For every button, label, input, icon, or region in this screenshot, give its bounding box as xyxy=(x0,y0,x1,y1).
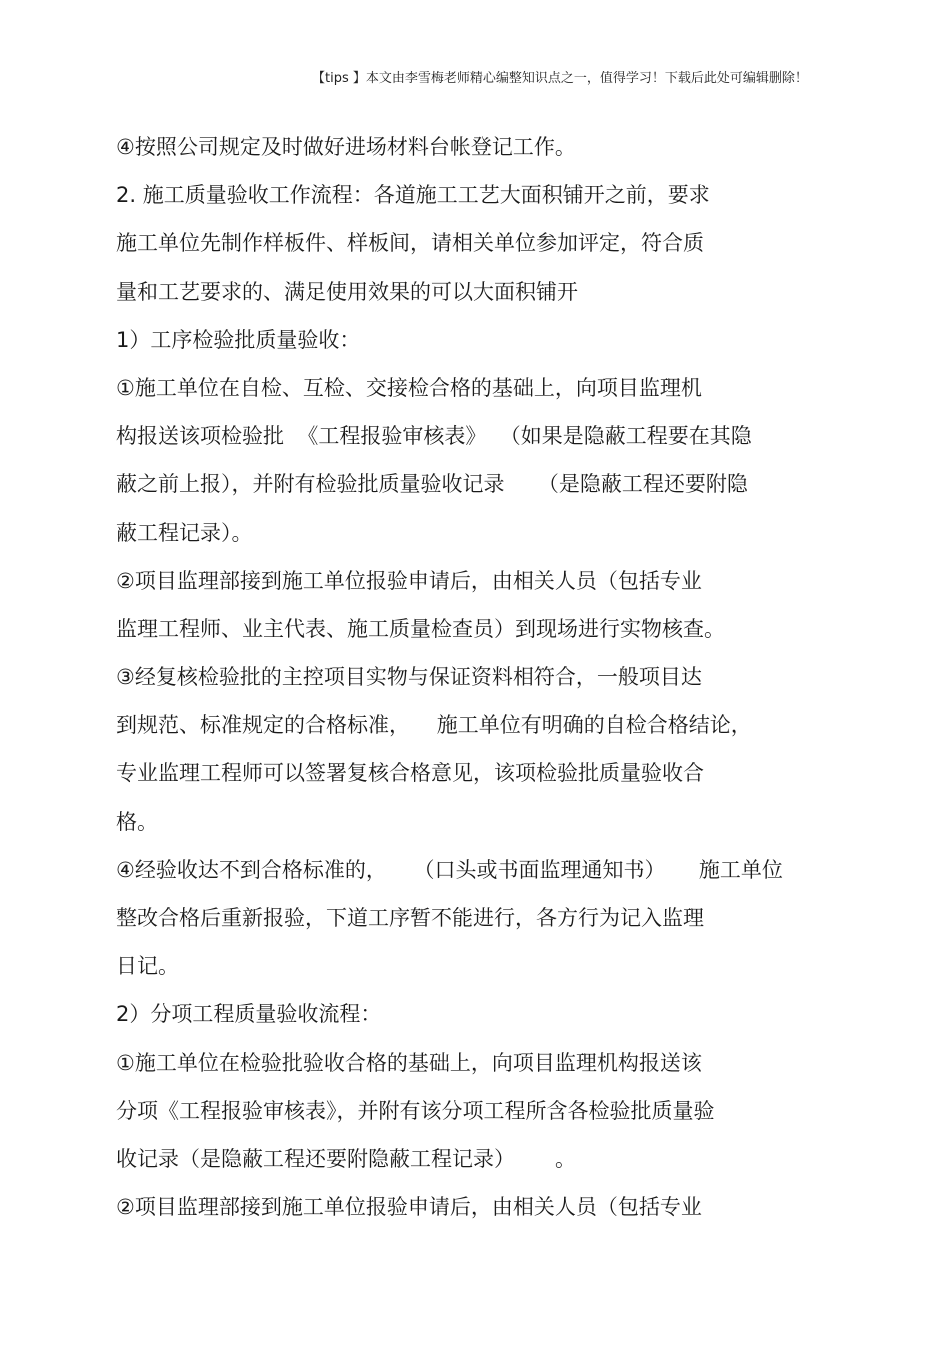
text-line: ①施工单位在自检、互检、交接检合格的基础上，向项目监理机 xyxy=(116,375,702,400)
text-line: 施工单位先制作样板件、样板间，请相关单位参加评定，符合质 xyxy=(116,231,704,256)
text-line: ④按照公司规定及时做好进场材料台帐登记工作。 xyxy=(116,135,576,159)
text-line: 分项《工程报验审核表》，并附有该分项工程所含各检验批质量验 xyxy=(116,1098,715,1123)
text-line: 2. 施工质量验收工作流程：各道施工工艺大面积铺开之前，要求 xyxy=(116,183,710,208)
text-line: 到规范、标准规定的合格标准， 施工单位有明确的自检合格结论， xyxy=(116,713,752,738)
text-line: 蔽工程记录）。 xyxy=(116,520,253,545)
text-line: 格。 xyxy=(116,809,158,834)
text-line: 1）工序检验批质量验收： xyxy=(116,327,361,352)
text-line: 日记。 xyxy=(116,954,179,979)
text-line: ④经验收达不到合格标准的， （口头或书面监理通知书） 施工单位 xyxy=(116,857,783,882)
text-line: ②项目监理部接到施工单位报验申请后，由相关人员（包括专业 xyxy=(116,568,702,593)
text-line: 量和工艺要求的、满足使用效果的可以大面积铺开 xyxy=(116,279,578,304)
text-line: ③经复核检验批的主控项目实物与保证资料相符合，一般项目达 xyxy=(116,665,702,690)
document-body xyxy=(116,128,896,1236)
text-line: ②项目监理部接到施工单位报验申请后，由相关人员（包括专业 xyxy=(116,1195,702,1220)
text-line: 监理工程师、业主代表、施工质量检查员）到现场进行实物核查。 xyxy=(116,616,725,641)
tips-header: 【tips 】本文由李雪梅老师精心编整知识点之一，值得学习！下载后此处可编辑删除！ xyxy=(312,71,808,86)
text-line: 2）分项工程质量验收流程： xyxy=(116,1002,382,1027)
text-line: ①施工单位在检验批验收合格的基础上，向项目监理机构报送该 xyxy=(116,1050,702,1075)
text-line: 专业监理工程师可以签署复核合格意见，该项检验批质量验收合 xyxy=(116,761,704,786)
text-line: 构报送该项检验批 《工程报验审核表》 （如果是隐蔽工程要在其隐 xyxy=(116,424,752,449)
text-line: 收记录（是隐蔽工程还要附隐蔽工程记录） 。 xyxy=(116,1146,577,1171)
text-line: 整改合格后重新报验，下道工序暂不能进行，各方行为记入监理 xyxy=(116,906,704,930)
text-line: 蔽之前上报），并附有检验批质量验收记录 （是隐蔽工程还要附隐 xyxy=(116,472,748,497)
